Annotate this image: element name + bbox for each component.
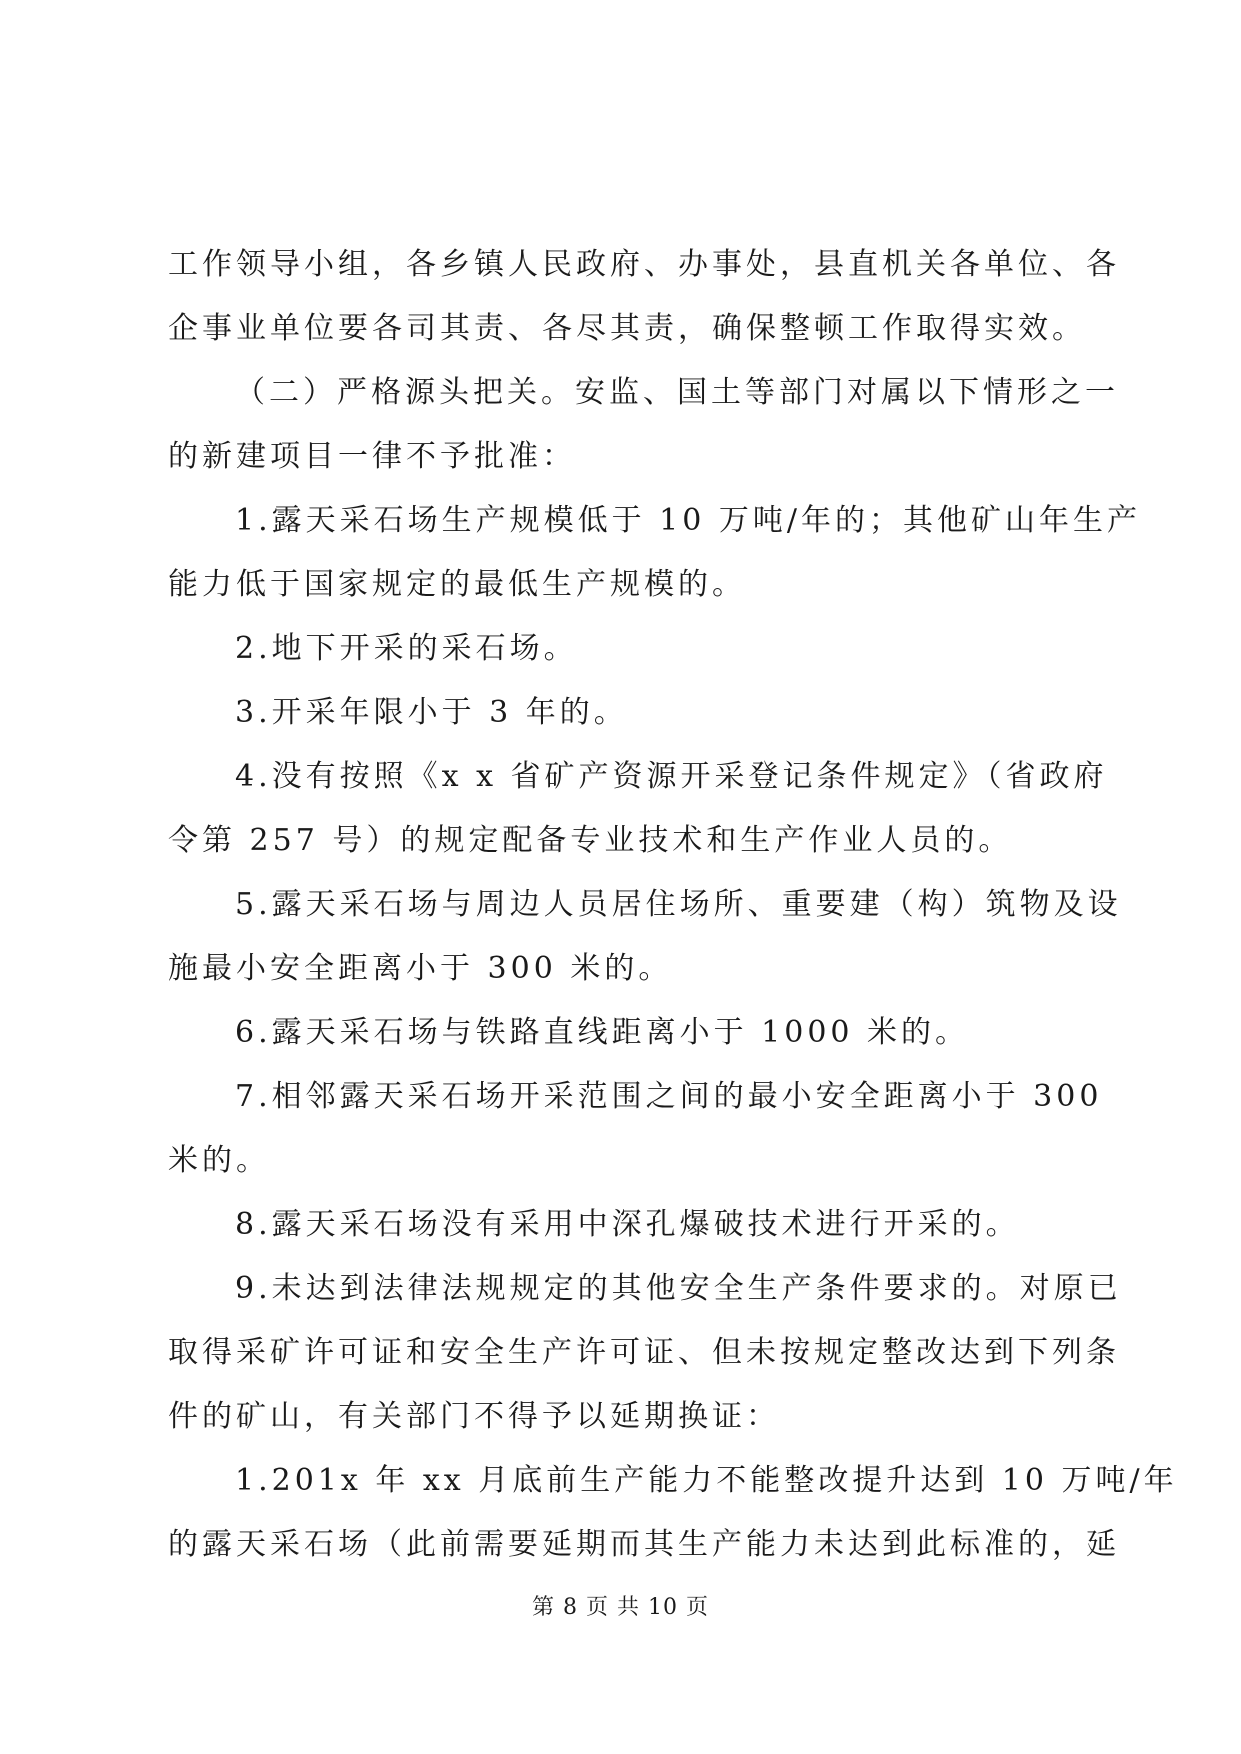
section-heading-line: （二）严格源头把关。安监、国土等部门对属以下情形之一 xyxy=(235,375,1119,410)
text-line: 的新建项目一律不予批准： xyxy=(168,439,576,474)
text-line: 施最小安全距离小于 300 米的。 xyxy=(168,951,673,986)
list-item-line: 1.露天采石场生产规模低于 10 万吨/年的；其他矿山年生产 xyxy=(235,503,1141,538)
list-item-line: 7.相邻露天采石场开采范围之间的最小安全距离小于 300 xyxy=(235,1079,1103,1114)
text-line: 能力低于国家规定的最低生产规模的。 xyxy=(168,567,746,602)
document-body xyxy=(168,233,1178,1577)
list-item-line: 8.露天采石场没有采用中深孔爆破技术进行开采的。 xyxy=(235,1207,1020,1242)
page-footer: 第 8 页 共 10 页 xyxy=(532,1595,709,1620)
text-line: 取得采矿许可证和安全生产许可证、但未按规定整改达到下列条 xyxy=(168,1335,1120,1370)
text-line: 米的。 xyxy=(168,1143,270,1178)
list-item-line: 5.露天采石场与周边人员居住场所、重要建（构）筑物及设 xyxy=(235,887,1122,922)
list-item-line: 1.201x 年 xx 月底前生产能力不能整改提升达到 10 万吨/年 xyxy=(235,1463,1178,1498)
text-line: 工作领导小组，各乡镇人民政府、办事处，县直机关各单位、各 xyxy=(168,247,1120,282)
list-item-line: 9.未达到法律法规规定的其他安全生产条件要求的。对原已 xyxy=(235,1271,1122,1306)
text-line: 令第 257 号）的规定配备专业技术和生产作业人员的。 xyxy=(168,823,1013,858)
list-item-line: 4.没有按照《x x 省矿产资源开采登记条件规定》（省政府 xyxy=(235,759,1108,794)
text-line: 企事业单位要各司其责、各尽其责，确保整顿工作取得实效。 xyxy=(168,311,1086,346)
text-line: 的露天采石场（此前需要延期而其生产能力未达到此标准的，延 xyxy=(168,1527,1120,1562)
text-line: 件的矿山，有关部门不得予以延期换证： xyxy=(168,1399,780,1434)
list-item-line: 3.开采年限小于 3 年的。 xyxy=(235,695,628,730)
list-item-line: 2.地下开采的采石场。 xyxy=(235,631,578,666)
list-item-line: 6.露天采石场与铁路直线距离小于 1000 米的。 xyxy=(235,1015,970,1050)
